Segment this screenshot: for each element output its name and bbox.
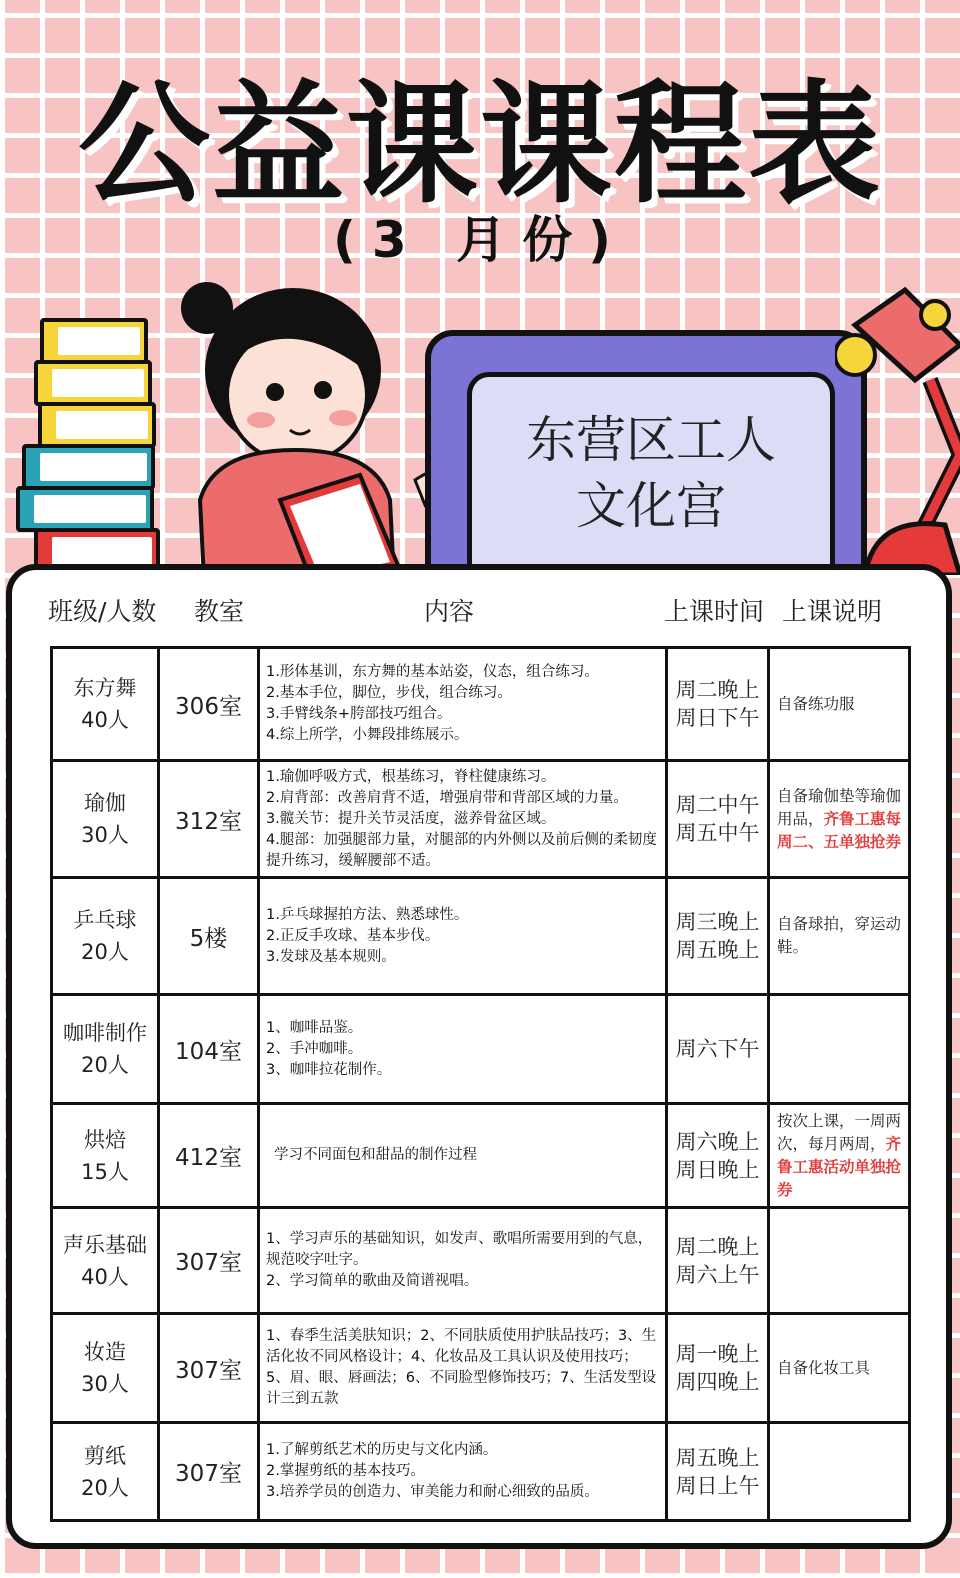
books-illustration bbox=[12, 318, 177, 578]
room-cell: 5楼 bbox=[159, 878, 259, 995]
room-cell: 312室 bbox=[159, 761, 259, 878]
note-cell bbox=[769, 1423, 910, 1521]
content-cell: 1、学习声乐的基础知识，如发声、歌唱所需要用到的气息，规范咬字吐字。 2、学习简单的歌曲及简谱视唱。 bbox=[259, 1208, 667, 1314]
note-cell bbox=[769, 995, 910, 1104]
class-cell: 咖啡制作 20人 bbox=[52, 995, 159, 1104]
screen-line-1: 东营区工人 bbox=[526, 411, 776, 469]
time-cell: 周三晚上 周五晚上 bbox=[667, 878, 769, 995]
class-cell: 剪纸 20人 bbox=[52, 1423, 159, 1521]
class-cell: 妆造 30人 bbox=[52, 1314, 159, 1423]
header-content: 内容 bbox=[424, 597, 475, 626]
class-cell: 瑜伽 30人 bbox=[52, 761, 159, 878]
header-room: 教室 bbox=[194, 597, 245, 626]
note-cell: 自备化妆工具 bbox=[769, 1314, 910, 1423]
content-cell: 1、春季生活美肤知识；2、不同肤质使用护肤品技巧；3、生活化妆不同风格设计；4、化妆品及工具认识及使用技巧；5、眉、眼、唇画法；6、不同脸型修饰技巧；7、生活发型设计三到五款 bbox=[259, 1314, 667, 1423]
table-row bbox=[52, 995, 910, 1104]
page-title: 公益课课程表 bbox=[78, 68, 882, 222]
room-cell: 306室 bbox=[159, 648, 259, 761]
table-row bbox=[52, 761, 910, 878]
table-row bbox=[52, 1208, 910, 1314]
time-cell: 周六晚上 周日晚上 bbox=[667, 1104, 769, 1208]
note-cell: 自备球拍，穿运动鞋。 bbox=[769, 878, 910, 995]
room-cell: 307室 bbox=[159, 1314, 259, 1423]
screen-line-2: 文化宫 bbox=[576, 477, 726, 535]
content-cell: 1、咖啡品鉴。 2、手冲咖啡。 3、咖啡拉花制作。 bbox=[259, 995, 667, 1104]
table-row bbox=[52, 878, 910, 995]
note-cell bbox=[769, 1208, 910, 1314]
note-cell: 自备瑜伽垫等瑜伽用品，齐鲁工惠每周二、五单独抢券 bbox=[769, 761, 910, 878]
note-cell: 按次上课，一周两次，每月两周，齐鲁工惠活动单独抢券 bbox=[769, 1104, 910, 1208]
page-subtitle: (3 月份) bbox=[333, 211, 627, 269]
table-row bbox=[52, 1104, 910, 1208]
room-cell: 412室 bbox=[159, 1104, 259, 1208]
schedule-table bbox=[50, 646, 911, 1522]
room-cell: 307室 bbox=[159, 1208, 259, 1314]
time-cell: 周二晚上 周六上午 bbox=[667, 1208, 769, 1314]
time-cell: 周六下午 bbox=[667, 995, 769, 1104]
content-cell: 1.瑜伽呼吸方式，根基练习，脊柱健康练习。 2.肩背部：改善肩背不适，增强肩带和背部区域的力量。 3.髋关节：提升关节灵活度，滋养骨盆区域。 4.腿部：加强腿部力量，对腿部的内外侧以及前后侧的柔韧度提升练习，缓解腰部不适。 bbox=[259, 761, 667, 878]
content-cell: 学习不同面包和甜品的制作过程 bbox=[259, 1104, 667, 1208]
desk-lamp-illustration bbox=[835, 285, 960, 575]
header-time: 上课时间 bbox=[664, 597, 765, 626]
content-cell: 1.了解剪纸艺术的历史与文化内涵。 2.掌握剪纸的基本技巧。 3.培养学员的创造力、审美能力和耐心细致的品质。 bbox=[259, 1423, 667, 1521]
header-note: 上课说明 bbox=[782, 597, 883, 626]
note-cell: 自备练功服 bbox=[769, 648, 910, 761]
time-cell: 周五晚上 周日上午 bbox=[667, 1423, 769, 1521]
room-cell: 307室 bbox=[159, 1423, 259, 1521]
class-cell: 乒乓球 20人 bbox=[52, 878, 159, 995]
class-cell: 声乐基础 40人 bbox=[52, 1208, 159, 1314]
monitor-illustration bbox=[425, 330, 867, 587]
monitor-screen bbox=[467, 372, 835, 581]
header-class: 班级/人数 bbox=[48, 597, 157, 626]
note-highlight: 齐鲁工惠活动单独抢券 bbox=[777, 1134, 902, 1199]
table-row bbox=[52, 1423, 910, 1521]
table-row bbox=[52, 648, 910, 761]
class-cell: 东方舞 40人 bbox=[52, 648, 159, 761]
schedule-card bbox=[6, 564, 952, 1549]
table-row bbox=[52, 1314, 910, 1423]
time-cell: 周一晚上 周四晚上 bbox=[667, 1314, 769, 1423]
room-cell: 104室 bbox=[159, 995, 259, 1104]
class-cell: 烘焙 15人 bbox=[52, 1104, 159, 1208]
time-cell: 周二晚上 周日下午 bbox=[667, 648, 769, 761]
content-cell: 1.乒乓球握拍方法、熟悉球性。 2.正反手攻球、基本步伐。 3.发球及基本规则。 bbox=[259, 878, 667, 995]
note-highlight: 齐鲁工惠每周二、五单独抢券 bbox=[777, 809, 902, 851]
content-cell: 1.形体基训，东方舞的基本站姿，仪态，组合练习。 2.基本手位，脚位，步伐，组合练习。 3.手臂线条+胯部技巧组合。 4.综上所学，小舞段排练展示。 bbox=[259, 648, 667, 761]
time-cell: 周二中午 周五中午 bbox=[667, 761, 769, 878]
